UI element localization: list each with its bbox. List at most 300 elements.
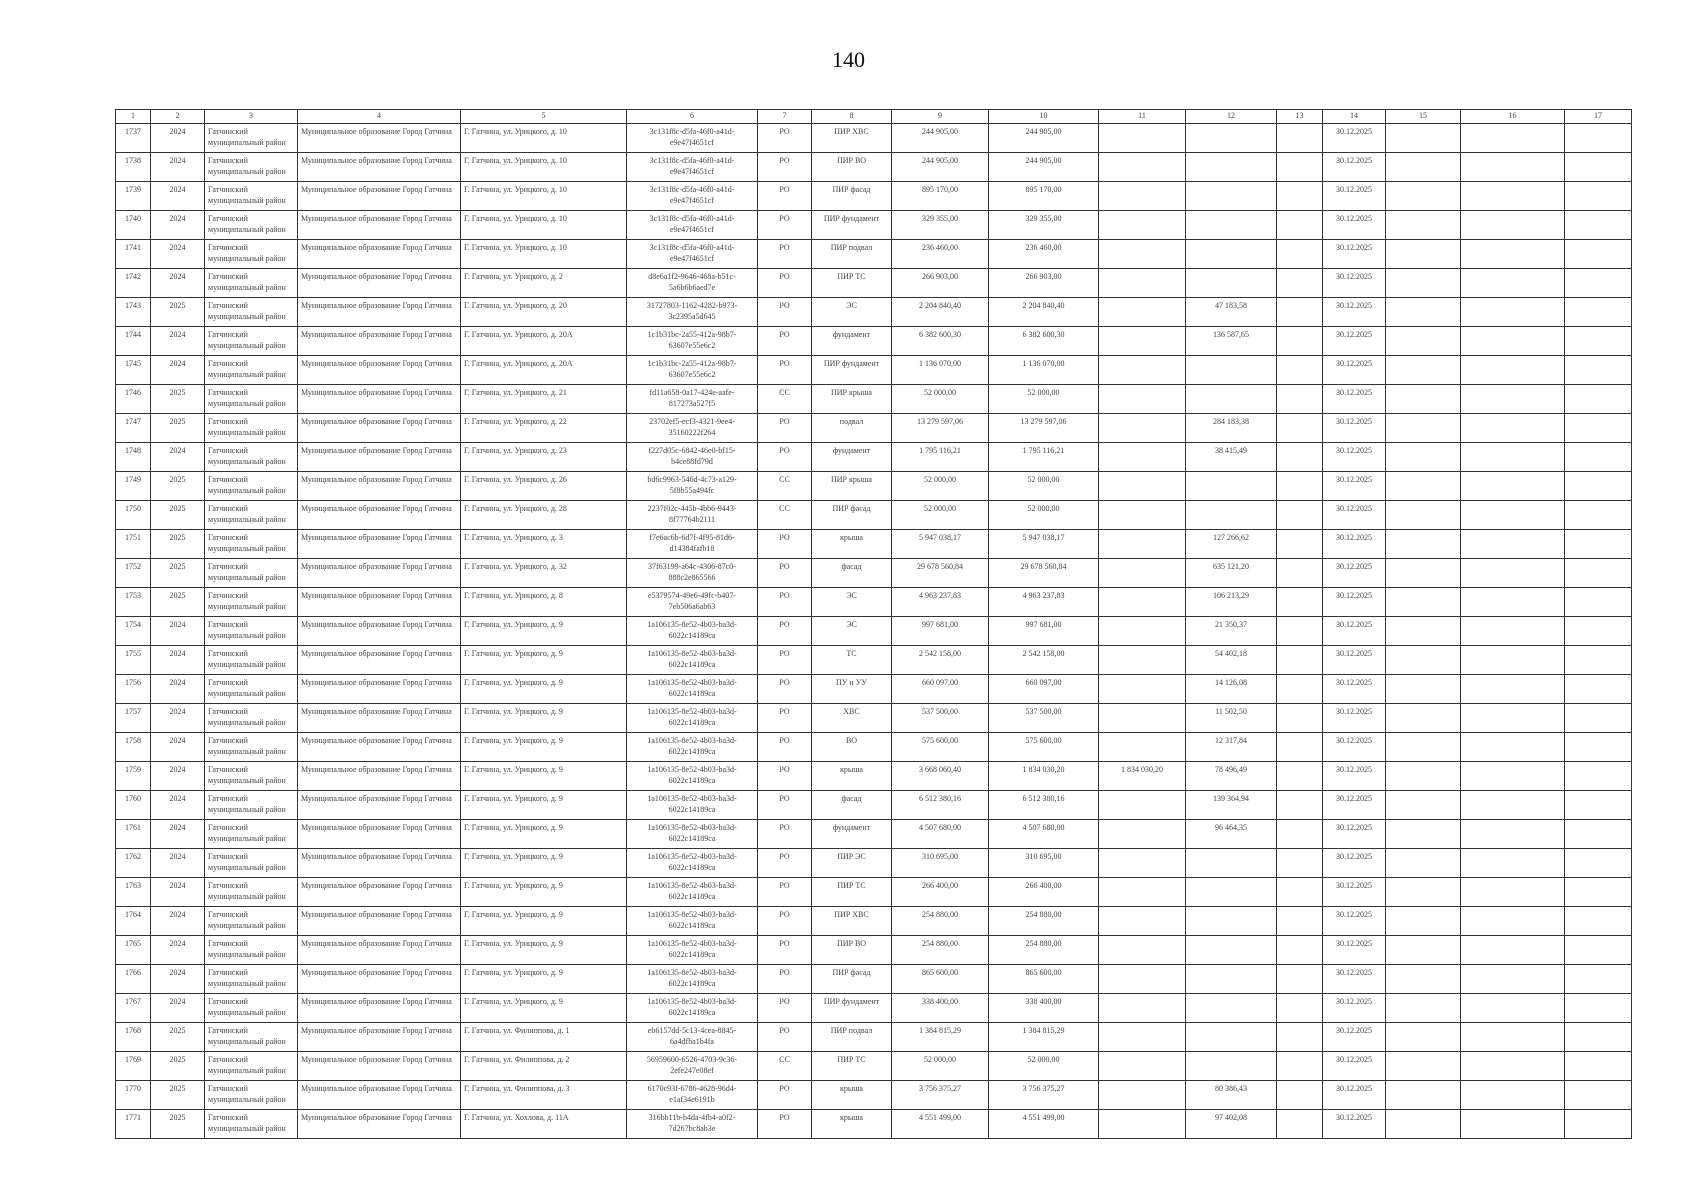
table-cell-col-7: РО [758, 443, 812, 472]
table-cell-col-9: 266 903,00 [892, 269, 989, 298]
table-cell-col-17 [1565, 1023, 1632, 1052]
table-cell-col-10: 254 880,00 [989, 907, 1099, 936]
table-cell-col-15 [1386, 936, 1461, 965]
table-cell-col-3: Гатчинский муниципальный район [205, 994, 298, 1023]
table-cell-col-17 [1565, 849, 1632, 878]
table-cell-col-2: 2024 [151, 791, 205, 820]
table-cell-col-15 [1386, 907, 1461, 936]
table-cell-col-8: фундамент [812, 443, 892, 472]
table-cell-col-10: 537 500,00 [989, 704, 1099, 733]
table-cell-col-17 [1565, 298, 1632, 327]
table-cell-col-10: 4 963 237,83 [989, 588, 1099, 617]
table-cell-col-16 [1461, 762, 1565, 791]
table-cell-col-1: 1763 [116, 878, 151, 907]
table-cell-col-11 [1099, 153, 1186, 182]
table-cell-col-11 [1099, 1052, 1186, 1081]
table-cell-col-8: ПИР фундамент [812, 211, 892, 240]
table-cell-col-13 [1277, 211, 1323, 240]
table-cell-col-9: 865 600,00 [892, 965, 989, 994]
table-cell-col-5: Г. Гатчина, ул. Урицкого, д. 10 [461, 182, 627, 211]
table-cell-col-16 [1461, 182, 1565, 211]
table-cell-col-4: Муниципальное образование Город Гатчина [298, 414, 461, 443]
table-cell-col-10: 52 000,00 [989, 501, 1099, 530]
table-cell-col-2: 2024 [151, 994, 205, 1023]
table-cell-col-15 [1386, 965, 1461, 994]
table-cell-col-13 [1277, 1110, 1323, 1139]
table-cell-col-10: 4 507 680,00 [989, 820, 1099, 849]
table-cell-col-16 [1461, 878, 1565, 907]
table-cell-col-7: РО [758, 182, 812, 211]
table-cell-col-11 [1099, 965, 1186, 994]
table-cell-col-16 [1461, 559, 1565, 588]
table-cell-col-1: 1765 [116, 936, 151, 965]
table-cell-col-7: РО [758, 675, 812, 704]
table-cell-col-10: 865 600,00 [989, 965, 1099, 994]
table-cell-col-8: ПУ и УУ [812, 675, 892, 704]
table-cell-col-4: Муниципальное образование Город Гатчина [298, 530, 461, 559]
table-cell-col-12: 127 266,62 [1186, 530, 1277, 559]
table-cell-col-13 [1277, 675, 1323, 704]
table-cell-col-6: 1a106135-8e52-4b03-ba3d-6022c14189ca [627, 907, 758, 936]
table-cell-col-8: ПИР подвал [812, 240, 892, 269]
table-cell-col-16 [1461, 617, 1565, 646]
table-cell-col-12: 106 213,29 [1186, 588, 1277, 617]
table-cell-col-14: 30.12.2025 [1323, 1110, 1386, 1139]
table-cell-col-14: 30.12.2025 [1323, 994, 1386, 1023]
table-cell-col-17 [1565, 530, 1632, 559]
table-cell-col-10: 329 355,00 [989, 211, 1099, 240]
table-cell-col-15 [1386, 675, 1461, 704]
table-cell-col-16 [1461, 994, 1565, 1023]
table-cell-col-16 [1461, 849, 1565, 878]
table-cell-col-3: Гатчинский муниципальный район [205, 646, 298, 675]
table-cell-col-1: 1742 [116, 269, 151, 298]
table-cell-col-15 [1386, 356, 1461, 385]
table-cell-col-1: 1737 [116, 124, 151, 153]
table-row [116, 530, 1632, 559]
table-cell-col-6: 1a106135-8e52-4b03-ba3d-6022c14189ca [627, 820, 758, 849]
table-cell-col-5: Г. Гатчина, ул. Урицкого, д. 20А [461, 356, 627, 385]
table-cell-col-16 [1461, 414, 1565, 443]
table-cell-col-3: Гатчинский муниципальный район [205, 762, 298, 791]
table-cell-col-14: 30.12.2025 [1323, 472, 1386, 501]
table-cell-col-13 [1277, 269, 1323, 298]
table-cell-col-11 [1099, 675, 1186, 704]
table-row [116, 327, 1632, 356]
table-cell-col-2: 2024 [151, 182, 205, 211]
table-cell-col-3: Гатчинский муниципальный район [205, 472, 298, 501]
table-cell-col-8: ПИР крыша [812, 385, 892, 414]
table-row [116, 240, 1632, 269]
table-cell-col-17 [1565, 675, 1632, 704]
table-cell-col-11 [1099, 733, 1186, 762]
table-cell-col-12: 14 126,08 [1186, 675, 1277, 704]
column-header-17: 17 [1565, 110, 1632, 124]
table-cell-col-1: 1760 [116, 791, 151, 820]
table-cell-col-15 [1386, 1052, 1461, 1081]
table-cell-col-8: ПИР ХВС [812, 124, 892, 153]
table-cell-col-17 [1565, 124, 1632, 153]
table-cell-col-7: РО [758, 1023, 812, 1052]
table-cell-col-10: 1 136 070,00 [989, 356, 1099, 385]
column-header-14: 14 [1323, 110, 1386, 124]
table-cell-col-5: Г. Гатчина, ул. Урицкого, д. 9 [461, 646, 627, 675]
table-cell-col-5: Г. Гатчина, ул. Урицкого, д. 21 [461, 385, 627, 414]
table-cell-col-6: 1a106135-8e52-4b03-ba3d-6022c14189ca [627, 965, 758, 994]
column-header-5: 5 [461, 110, 627, 124]
table-cell-col-16 [1461, 588, 1565, 617]
table-cell-col-9: 52 000,00 [892, 472, 989, 501]
table-cell-col-13 [1277, 733, 1323, 762]
table-cell-col-15 [1386, 269, 1461, 298]
table-cell-col-10: 254 880,00 [989, 936, 1099, 965]
table-cell-col-12 [1186, 849, 1277, 878]
table-cell-col-6: fd11a658-0a17-424e-aafe-817273a527f5 [627, 385, 758, 414]
table-cell-col-14: 30.12.2025 [1323, 762, 1386, 791]
table-cell-col-5: Г. Гатчина, ул. Урицкого, д. 3 [461, 530, 627, 559]
table-cell-col-8: ПИР фасад [812, 501, 892, 530]
table-row [116, 385, 1632, 414]
table-row [116, 1081, 1632, 1110]
table-cell-col-14: 30.12.2025 [1323, 1081, 1386, 1110]
table-cell-col-2: 2025 [151, 1023, 205, 1052]
table-cell-col-9: 660 097,00 [892, 675, 989, 704]
table-cell-col-5: Г. Гатчина, ул. Урицкого, д. 9 [461, 994, 627, 1023]
table-cell-col-1: 1770 [116, 1081, 151, 1110]
table-cell-col-4: Муниципальное образование Город Гатчина [298, 356, 461, 385]
table-cell-col-12 [1186, 385, 1277, 414]
table-cell-col-17 [1565, 269, 1632, 298]
table-cell-col-12: 284 183,38 [1186, 414, 1277, 443]
table-cell-col-3: Гатчинский муниципальный район [205, 704, 298, 733]
table-cell-col-9: 575 600,00 [892, 733, 989, 762]
table-cell-col-1: 1755 [116, 646, 151, 675]
table-cell-col-15 [1386, 646, 1461, 675]
table-cell-col-1: 1744 [116, 327, 151, 356]
table-cell-col-10: 1 834 030,20 [989, 762, 1099, 791]
table-cell-col-1: 1761 [116, 820, 151, 849]
table-cell-col-14: 30.12.2025 [1323, 356, 1386, 385]
table-cell-col-12 [1186, 269, 1277, 298]
table-cell-col-12 [1186, 124, 1277, 153]
table-cell-col-6: 1a106135-8e52-4b03-ba3d-6022c14189ca [627, 791, 758, 820]
table-cell-col-4: Муниципальное образование Город Гатчина [298, 1110, 461, 1139]
table-cell-col-15 [1386, 443, 1461, 472]
table-cell-col-13 [1277, 704, 1323, 733]
table-row [116, 762, 1632, 791]
table-cell-col-15 [1386, 849, 1461, 878]
table-row [116, 414, 1632, 443]
table-cell-col-3: Гатчинский муниципальный район [205, 791, 298, 820]
table-cell-col-15 [1386, 878, 1461, 907]
table-cell-col-13 [1277, 501, 1323, 530]
table-cell-col-11 [1099, 414, 1186, 443]
table-cell-col-5: Г. Гатчина, ул. Урицкого, д. 9 [461, 907, 627, 936]
table-cell-col-8: ВО [812, 733, 892, 762]
table-cell-col-13 [1277, 153, 1323, 182]
table-cell-col-1: 1741 [116, 240, 151, 269]
table-cell-col-13 [1277, 936, 1323, 965]
table-cell-col-7: РО [758, 617, 812, 646]
column-header-12: 12 [1186, 110, 1277, 124]
table-cell-col-6: 1a106135-8e52-4b03-ba3d-6022c14189ca [627, 994, 758, 1023]
table-cell-col-2: 2024 [151, 240, 205, 269]
table-cell-col-7: РО [758, 530, 812, 559]
table-cell-col-16 [1461, 675, 1565, 704]
table-cell-col-16 [1461, 1023, 1565, 1052]
table-cell-col-16 [1461, 907, 1565, 936]
table-cell-col-6: 1a106135-8e52-4b03-ba3d-6022c14189ca [627, 675, 758, 704]
table-cell-col-16 [1461, 443, 1565, 472]
table-cell-col-12: 139 364,94 [1186, 791, 1277, 820]
table-cell-col-8: ПИР ТС [812, 1052, 892, 1081]
table-cell-col-13 [1277, 646, 1323, 675]
table-cell-col-15 [1386, 617, 1461, 646]
data-table [115, 109, 1632, 1139]
table-cell-col-4: Муниципальное образование Город Гатчина [298, 617, 461, 646]
table-cell-col-7: РО [758, 936, 812, 965]
table-cell-col-11 [1099, 936, 1186, 965]
table-cell-col-17 [1565, 211, 1632, 240]
table-cell-col-13 [1277, 240, 1323, 269]
table-cell-col-9: 3 756 375,27 [892, 1081, 989, 1110]
table-cell-col-12 [1186, 211, 1277, 240]
table-cell-col-6: 3c131f8c-d5fa-46f0-a41d-e9e47f4651cf [627, 124, 758, 153]
table-cell-col-9: 1 384 815,29 [892, 1023, 989, 1052]
table-cell-col-16 [1461, 733, 1565, 762]
table-cell-col-9: 29 678 560,84 [892, 559, 989, 588]
table-cell-col-16 [1461, 530, 1565, 559]
table-cell-col-16 [1461, 1052, 1565, 1081]
table-cell-col-14: 30.12.2025 [1323, 530, 1386, 559]
table-cell-col-9: 52 000,00 [892, 501, 989, 530]
table-cell-col-1: 1757 [116, 704, 151, 733]
table-cell-col-2: 2024 [151, 849, 205, 878]
table-cell-col-5: Г. Гатчина, ул. Урицкого, д. 8 [461, 588, 627, 617]
table-cell-col-12: 54 402,18 [1186, 646, 1277, 675]
table-cell-col-5: Г. Гатчина, ул. Урицкого, д. 23 [461, 443, 627, 472]
table-cell-col-14: 30.12.2025 [1323, 269, 1386, 298]
table-cell-col-10: 5 947 038,17 [989, 530, 1099, 559]
table-cell-col-3: Гатчинский муниципальный район [205, 559, 298, 588]
table-cell-col-8: ХВС [812, 704, 892, 733]
table-cell-col-1: 1743 [116, 298, 151, 327]
table-cell-col-17 [1565, 965, 1632, 994]
table-cell-col-15 [1386, 182, 1461, 211]
table-cell-col-9: 1 795 116,21 [892, 443, 989, 472]
table-cell-col-14: 30.12.2025 [1323, 211, 1386, 240]
table-cell-col-16 [1461, 704, 1565, 733]
table-cell-col-9: 266 400,00 [892, 878, 989, 907]
table-cell-col-11 [1099, 791, 1186, 820]
table-row [116, 559, 1632, 588]
table-cell-col-10: 2 542 158,00 [989, 646, 1099, 675]
table-cell-col-6: 3c131f8c-d5fa-46f0-a41d-e9e47f4651cf [627, 182, 758, 211]
table-cell-col-12: 78 496,49 [1186, 762, 1277, 791]
table-cell-col-9: 52 000,00 [892, 385, 989, 414]
table-cell-col-13 [1277, 1081, 1323, 1110]
table-cell-col-6: f227d05c-6842-46e0-bf15-b4ce88fd79d [627, 443, 758, 472]
table-cell-col-4: Муниципальное образование Город Гатчина [298, 182, 461, 211]
table-cell-col-2: 2025 [151, 298, 205, 327]
table-cell-col-14: 30.12.2025 [1323, 965, 1386, 994]
table-cell-col-7: РО [758, 327, 812, 356]
table-cell-col-11 [1099, 385, 1186, 414]
table-cell-col-15 [1386, 530, 1461, 559]
table-cell-col-12: 47 183,58 [1186, 298, 1277, 327]
table-cell-col-3: Гатчинский муниципальный район [205, 153, 298, 182]
table-row [116, 269, 1632, 298]
table-cell-col-16 [1461, 356, 1565, 385]
table-cell-col-2: 2024 [151, 733, 205, 762]
table-cell-col-6: 1a106135-8e52-4b03-ba3d-6022c14189ca [627, 849, 758, 878]
table-cell-col-5: Г. Гатчина, ул. Хохлова, д. 11А [461, 1110, 627, 1139]
table-cell-col-4: Муниципальное образование Город Гатчина [298, 733, 461, 762]
table-cell-col-11 [1099, 240, 1186, 269]
table-cell-col-7: РО [758, 153, 812, 182]
table-cell-col-7: РО [758, 994, 812, 1023]
table-cell-col-16 [1461, 646, 1565, 675]
table-cell-col-10: 13 279 597,06 [989, 414, 1099, 443]
table-cell-col-12 [1186, 1023, 1277, 1052]
table-cell-col-4: Муниципальное образование Город Гатчина [298, 501, 461, 530]
table-cell-col-2: 2024 [151, 907, 205, 936]
table-cell-col-9: 5 947 038,17 [892, 530, 989, 559]
table-cell-col-17 [1565, 646, 1632, 675]
table-cell-col-6: 1a106135-8e52-4b03-ba3d-6022c14189ca [627, 936, 758, 965]
table-cell-col-12: 21 350,37 [1186, 617, 1277, 646]
table-cell-col-12 [1186, 501, 1277, 530]
table-cell-col-17 [1565, 936, 1632, 965]
table-cell-col-4: Муниципальное образование Город Гатчина [298, 298, 461, 327]
table-cell-col-13 [1277, 559, 1323, 588]
table-cell-col-16 [1461, 240, 1565, 269]
table-cell-col-3: Гатчинский муниципальный район [205, 414, 298, 443]
table-cell-col-8: крыша [812, 530, 892, 559]
table-cell-col-12 [1186, 356, 1277, 385]
table-cell-col-12 [1186, 878, 1277, 907]
table-cell-col-5: Г. Гатчина, ул. Урицкого, д. 9 [461, 675, 627, 704]
table-cell-col-3: Гатчинский муниципальный район [205, 936, 298, 965]
column-header-13: 13 [1277, 110, 1323, 124]
table-cell-col-12 [1186, 472, 1277, 501]
table-cell-col-12: 11 502,50 [1186, 704, 1277, 733]
table-cell-col-17 [1565, 878, 1632, 907]
table-cell-col-14: 30.12.2025 [1323, 588, 1386, 617]
table-cell-col-9: 13 279 597,06 [892, 414, 989, 443]
table-cell-col-11 [1099, 356, 1186, 385]
table-cell-col-3: Гатчинский муниципальный район [205, 878, 298, 907]
table-cell-col-11 [1099, 588, 1186, 617]
table-cell-col-5: Г. Гатчина, ул. Урицкого, д. 2 [461, 269, 627, 298]
table-row [116, 936, 1632, 965]
table-row [116, 211, 1632, 240]
table-cell-col-6: e5379574-49e6-49fc-b407-7eb506a6ab63 [627, 588, 758, 617]
table-cell-col-14: 30.12.2025 [1323, 907, 1386, 936]
table-cell-col-11: 1 834 030,20 [1099, 762, 1186, 791]
table-cell-col-7: РО [758, 298, 812, 327]
table-cell-col-4: Муниципальное образование Город Гатчина [298, 269, 461, 298]
table-cell-col-17 [1565, 182, 1632, 211]
table-cell-col-3: Гатчинский муниципальный район [205, 530, 298, 559]
table-cell-col-5: Г. Гатчина, ул. Урицкого, д. 9 [461, 849, 627, 878]
table-cell-col-11 [1099, 298, 1186, 327]
table-cell-col-13 [1277, 472, 1323, 501]
table-cell-col-7: РО [758, 849, 812, 878]
table-cell-col-8: ЭС [812, 588, 892, 617]
table-cell-col-5: Г. Гатчина, ул. Филиппова, д. 3 [461, 1081, 627, 1110]
table-cell-col-11 [1099, 907, 1186, 936]
table-cell-col-15 [1386, 733, 1461, 762]
table-cell-col-3: Гатчинский муниципальный район [205, 182, 298, 211]
table-cell-col-2: 2024 [151, 443, 205, 472]
table-cell-col-9: 244 905,00 [892, 153, 989, 182]
table-row [116, 675, 1632, 704]
table-cell-col-2: 2024 [151, 646, 205, 675]
table-cell-col-15 [1386, 704, 1461, 733]
table-cell-col-3: Гатчинский муниципальный район [205, 298, 298, 327]
table-cell-col-15 [1386, 385, 1461, 414]
column-header-11: 11 [1099, 110, 1186, 124]
table-cell-col-1: 1738 [116, 153, 151, 182]
table-cell-col-15 [1386, 1081, 1461, 1110]
table-cell-col-15 [1386, 1110, 1461, 1139]
column-header-10: 10 [989, 110, 1099, 124]
table-cell-col-17 [1565, 907, 1632, 936]
column-header-8: 8 [812, 110, 892, 124]
table-cell-col-13 [1277, 298, 1323, 327]
table-cell-col-8: ТС [812, 646, 892, 675]
table-cell-col-3: Гатчинский муниципальный район [205, 820, 298, 849]
table-cell-col-4: Муниципальное образование Город Гатчина [298, 791, 461, 820]
table-cell-col-5: Г. Гатчина, ул. Урицкого, д. 9 [461, 704, 627, 733]
table-cell-col-2: 2025 [151, 414, 205, 443]
table-cell-col-4: Муниципальное образование Город Гатчина [298, 878, 461, 907]
table-cell-col-15 [1386, 791, 1461, 820]
table-cell-col-16 [1461, 1081, 1565, 1110]
table-cell-col-12: 635 121,20 [1186, 559, 1277, 588]
table-cell-col-17 [1565, 385, 1632, 414]
table-cell-col-10: 660 097,00 [989, 675, 1099, 704]
table-cell-col-5: Г. Гатчина, ул. Урицкого, д. 28 [461, 501, 627, 530]
table-cell-col-8: ПИР ТС [812, 269, 892, 298]
table-row [116, 646, 1632, 675]
table-cell-col-3: Гатчинский муниципальный район [205, 588, 298, 617]
table-cell-col-8: ПИР ХВС [812, 907, 892, 936]
table-cell-col-10: 1 384 815,29 [989, 1023, 1099, 1052]
table-cell-col-16 [1461, 791, 1565, 820]
table-body [116, 124, 1632, 1139]
table-cell-col-14: 30.12.2025 [1323, 849, 1386, 878]
table-cell-col-10: 244 905,00 [989, 153, 1099, 182]
table-cell-col-8: ПИР ВО [812, 936, 892, 965]
table-cell-col-2: 2025 [151, 1110, 205, 1139]
table-cell-col-5: Г. Гатчина, ул. Урицкого, д. 32 [461, 559, 627, 588]
table-cell-col-14: 30.12.2025 [1323, 646, 1386, 675]
table-row [116, 820, 1632, 849]
table-cell-col-16 [1461, 269, 1565, 298]
table-cell-col-17 [1565, 240, 1632, 269]
table-cell-col-5: Г. Гатчина, ул. Урицкого, д. 22 [461, 414, 627, 443]
table-cell-col-17 [1565, 820, 1632, 849]
table-cell-col-4: Муниципальное образование Город Гатчина [298, 385, 461, 414]
table-cell-col-15 [1386, 472, 1461, 501]
table-cell-col-12: 80 386,43 [1186, 1081, 1277, 1110]
table-cell-col-12: 97 402,08 [1186, 1110, 1277, 1139]
table-cell-col-4: Муниципальное образование Город Гатчина [298, 153, 461, 182]
table-cell-col-3: Гатчинский муниципальный район [205, 1110, 298, 1139]
table-cell-col-11 [1099, 182, 1186, 211]
